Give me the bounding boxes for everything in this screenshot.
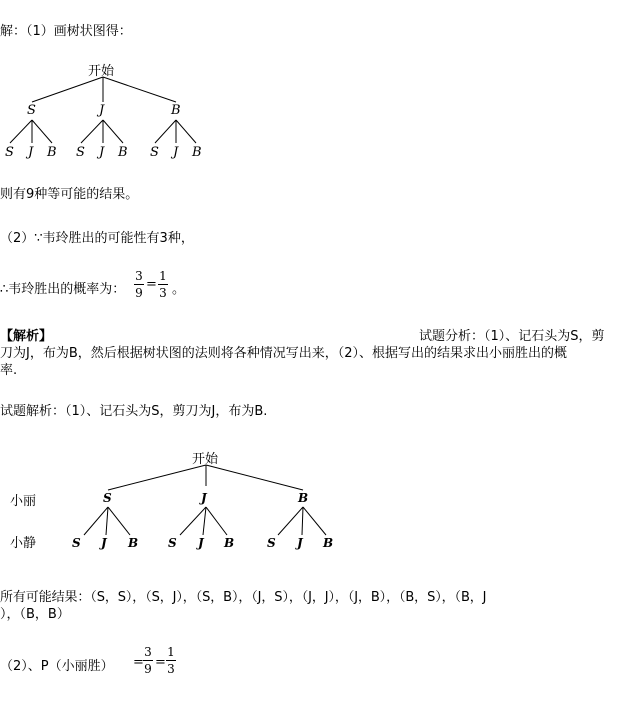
- fraction-3-9: 3 9: [135, 269, 143, 300]
- tree2-leaf: B: [128, 536, 139, 550]
- tree1-leaf: S: [150, 145, 159, 160]
- analysis-text-line1: 试题分析：（1）、记石头为S，剪: [419, 329, 605, 344]
- tree2-row-label-xiaoli: 小丽: [10, 494, 37, 509]
- probability-suffix: 。: [172, 282, 186, 297]
- equals-sign: =: [155, 655, 166, 670]
- tree1-leaf: B: [118, 145, 128, 160]
- equals-sign: =: [146, 277, 157, 292]
- tree1-node-s: S: [27, 103, 36, 118]
- tree1-leaf: S: [76, 145, 85, 160]
- result-count-line: 则有9种等可能的结果。: [0, 187, 139, 202]
- tree1-leaf: S: [5, 145, 14, 160]
- tree2-node-s: S: [103, 491, 112, 505]
- tree2-node-b: B: [298, 491, 309, 505]
- analysis-text-line2: 刀为J，布为B，然后根据树状图的法则将各种情况写出来，（2）、根据写出的结果求出小丽胜出的概: [0, 346, 568, 361]
- tree1-node-j: J: [99, 103, 105, 118]
- tree2-leaf: S: [168, 536, 177, 550]
- heading-line: 解：（1）画树状图得：: [0, 24, 132, 39]
- tree1-leaf: J: [99, 145, 105, 160]
- tree2-row-label-xiaojing: 小静: [10, 536, 37, 551]
- final-prefix: （2）、P（小丽胜）: [0, 659, 114, 674]
- tree1-leaf: J: [28, 145, 34, 160]
- final-fraction-1-3: 1 3: [167, 645, 175, 676]
- final-fraction-3-9: 3 9: [144, 645, 152, 676]
- results-line1: 所有可能结果：（S，S），（S，J），（S，B），（J，S），（J，J），（J，B），（B，S），（B，J: [0, 590, 487, 605]
- solution-line: 试题解析：（1）、记石头为S，剪刀为J，布为B.: [0, 404, 268, 419]
- tree1-root: 开始: [88, 64, 115, 79]
- analysis-text-line3: 率.: [0, 363, 18, 378]
- tree2-leaf: S: [267, 536, 276, 550]
- tree2-leaf: B: [224, 536, 235, 550]
- tree2-leaf: B: [323, 536, 334, 550]
- analysis-title: 【解析】: [0, 329, 53, 344]
- part2-line: （2）∵韦玲胜出的可能性有3种，: [0, 231, 194, 246]
- tree1-leaf: J: [173, 145, 179, 160]
- tree2-leaf: S: [72, 536, 81, 550]
- fraction-1-3: 1 3: [159, 269, 167, 300]
- tree2-leaf: J: [198, 536, 204, 550]
- tree1-node-b: B: [171, 103, 181, 118]
- results-line2: ），（B，B）: [0, 607, 70, 622]
- tree2-node-j: J: [201, 491, 207, 505]
- tree1-leaf: B: [192, 145, 202, 160]
- tree2-root: 开始: [192, 452, 219, 467]
- tree2-leaf: J: [297, 536, 303, 550]
- tree2-leaf: J: [101, 536, 107, 550]
- equals-sign: =: [133, 655, 144, 670]
- probability-prefix: ∴韦玲胜出的概率为：: [0, 282, 126, 297]
- tree1-leaf: B: [47, 145, 57, 160]
